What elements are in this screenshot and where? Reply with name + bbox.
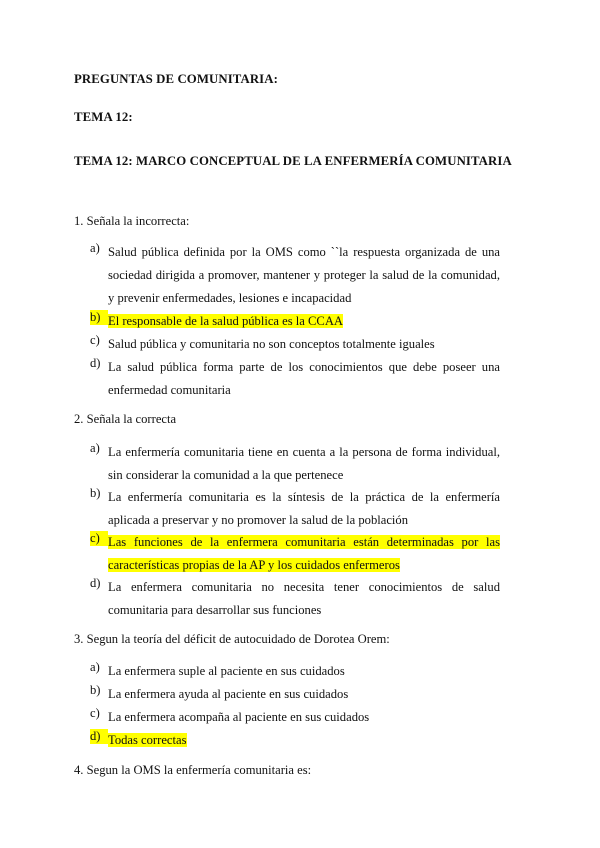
q3-option-a bbox=[90, 660, 500, 683]
option-text: La enfermera comunitaria no necesita tener conocimientos de salud comunitaria para desarrollar sus funciones bbox=[108, 580, 500, 617]
q3-option-b bbox=[90, 683, 500, 706]
q3-option-d bbox=[90, 729, 500, 752]
option-label: b) bbox=[90, 683, 101, 697]
topic-full-heading: TEMA 12: MARCO CONCEPTUAL DE LA ENFERMERÍA COMUNITARIA bbox=[74, 154, 512, 168]
option-label: b) bbox=[90, 310, 108, 325]
option-label: d) bbox=[90, 729, 108, 744]
q2-option-a bbox=[90, 441, 500, 487]
option-label: c) bbox=[90, 706, 100, 720]
question-1: 1. Señala la incorrecta: bbox=[74, 214, 190, 228]
option-label: d) bbox=[90, 356, 101, 370]
q2-option-c bbox=[90, 531, 500, 577]
option-label: a) bbox=[90, 441, 100, 455]
doc-title: PREGUNTAS DE COMUNITARIA: bbox=[74, 72, 278, 86]
option-text: La enfermería comunitaria es la síntesis de la práctica de la enfermería aplicada a preservar y no promover la salud de la población bbox=[108, 490, 500, 527]
option-label: c) bbox=[90, 333, 100, 347]
option-text: La enfermera suple al paciente en sus cuidados bbox=[108, 664, 345, 678]
option-text: La enfermería comunitaria tiene en cuenta a la persona de forma individual, sin considerar la comunidad a la que pertenece bbox=[108, 445, 500, 482]
option-text-highlighted: Todas correctas bbox=[108, 733, 187, 747]
option-text-highlighted: El responsable de la salud pública es la CCAA bbox=[108, 314, 344, 328]
q1-option-a bbox=[90, 241, 500, 310]
q3-option-c bbox=[90, 706, 500, 729]
option-text: Salud pública definida por la OMS como ``la respuesta organizada de una sociedad dirigida a promover, mantener y proteger la salud de la comunidad, y prevenir enfermedades, lesiones e incapacidad bbox=[108, 245, 500, 305]
option-text: Salud pública y comunitaria no son conceptos totalmente iguales bbox=[108, 337, 435, 351]
q2-option-d bbox=[90, 576, 500, 622]
option-text: La enfermera ayuda al paciente en sus cuidados bbox=[108, 687, 349, 701]
question-4: 4. Segun la OMS la enfermería comunitaria es: bbox=[74, 763, 312, 777]
question-3: 3. Segun la teoría del déficit de autocuidado de Dorotea Orem: bbox=[74, 632, 390, 646]
option-label: b) bbox=[90, 486, 101, 500]
option-label: c) bbox=[90, 531, 108, 546]
option-text: La enfermera acompaña al paciente en sus cuidados bbox=[108, 710, 370, 724]
option-label: d) bbox=[90, 576, 101, 590]
option-label: a) bbox=[90, 660, 100, 674]
option-label: a) bbox=[90, 241, 100, 255]
q2-option-b bbox=[90, 486, 500, 532]
topic-heading: TEMA 12: bbox=[74, 110, 133, 124]
q1-option-c bbox=[90, 333, 500, 356]
question-2: 2. Señala la correcta bbox=[74, 412, 177, 426]
q1-option-b bbox=[90, 310, 500, 333]
option-text-highlighted: Las funciones de la enfermera comunitaria están determinadas por las características propias de la AP y los cuidados enfermeros bbox=[108, 535, 500, 572]
option-text: La salud pública forma parte de los conocimientos que debe poseer una enfermedad comunitaria bbox=[108, 360, 500, 397]
q1-option-d bbox=[90, 356, 500, 402]
